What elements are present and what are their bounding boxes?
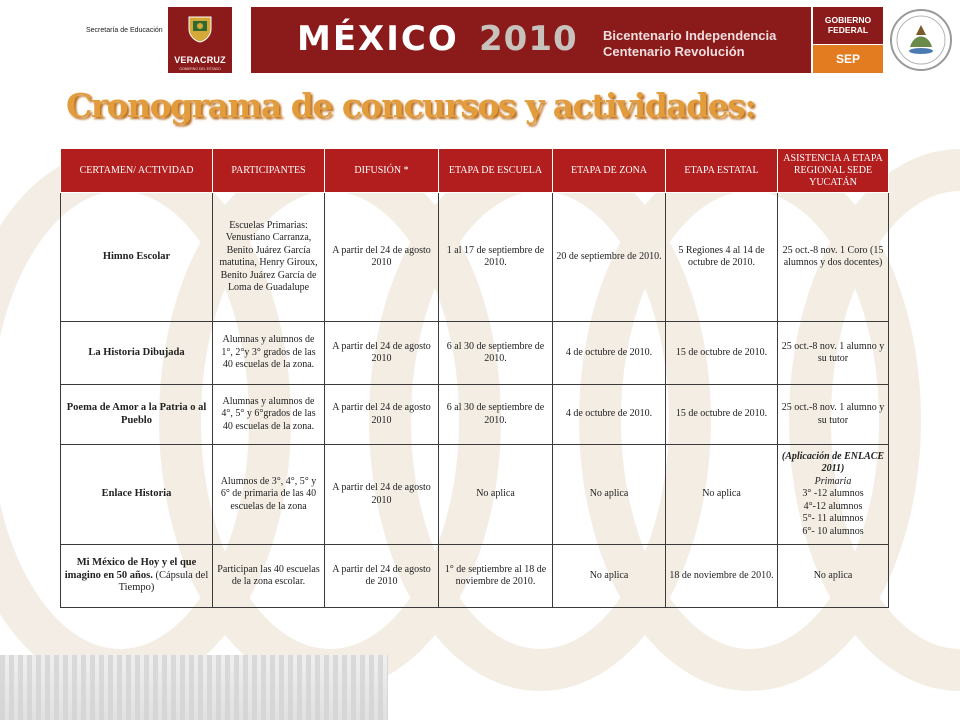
zona-cell: No aplica — [553, 445, 666, 545]
schedule-table — [60, 148, 889, 608]
zona-cell: 20 de septiembre de 2010. — [553, 193, 666, 322]
regional-cell — [778, 445, 889, 545]
escuela-cell: No aplica — [439, 445, 553, 545]
header-difusion: DIFUSIÓN * — [325, 149, 439, 193]
regional-enlace-title: (Aplicación de ENLACE 2011) — [781, 450, 885, 475]
veracruz-shield-icon — [187, 15, 213, 43]
regional-enlace-item: 4°-12 alumnos — [803, 500, 863, 512]
table-row — [61, 545, 889, 608]
gobierno-line2: FEDERAL — [827, 25, 869, 35]
estatal-cell: No aplica — [666, 445, 778, 545]
certamen-cell: Poema de Amor a la Patria o al Pueblo — [61, 385, 213, 445]
difusion-cell: A partir del 24 de agosto 2010 — [325, 322, 439, 385]
banner-year: 2010 — [479, 19, 578, 59]
zona-cell: No aplica — [553, 545, 666, 608]
veracruz-logo — [168, 7, 232, 73]
veracruz-sub: GOBIERNO DEL ESTADO — [179, 67, 221, 71]
estatal-cell: 15 de octubre de 2010. — [666, 385, 778, 445]
header-etapa-regional: ASISTENCIA A ETAPA REGIONAL SEDE YUCATÁN — [778, 149, 889, 193]
estatal-cell: 5 Regiones 4 al 14 de octubre de 2010. — [666, 193, 778, 322]
certamen-cell: Enlace Historia — [61, 445, 213, 545]
table-row — [61, 385, 889, 445]
gobierno-federal-logo — [813, 7, 883, 44]
escuela-cell: 1 al 17 de septiembre de 2010. — [439, 193, 553, 322]
difusion-cell: A partir del 24 de agosto 2010 — [325, 445, 439, 545]
header-participantes: PARTICIPANTES — [213, 149, 325, 193]
participantes-cell: Alumnas y alumnos de 4°, 5° y 6°grados de las 40 escuelas de la zona. — [213, 385, 325, 445]
certamen-cell: La Historia Dibujada — [61, 322, 213, 385]
regional-enlace-level: Primaria — [814, 475, 852, 487]
banner-line2: Centenario Revolución — [603, 44, 745, 59]
zona-cell: 4 de octubre de 2010. — [553, 385, 666, 445]
header-etapa-estatal: ETAPA ESTATAL — [666, 149, 778, 193]
participantes-cell: Alumnas y alumnos de 1°, 2°y 3° grados de las 40 escuelas de la zona. — [213, 322, 325, 385]
header-etapa-escuela: ETAPA DE ESCUELA — [439, 149, 553, 193]
banner-subtitle — [603, 28, 776, 60]
table-header-row — [61, 149, 889, 193]
certamen-normal: (Cápsula del Tiempo) — [118, 569, 209, 594]
regional-enlace-item: 6°- 10 alumnos — [802, 525, 864, 537]
page-title: Cronograma de concursos y actividades: — [66, 86, 755, 125]
mexico-2010-banner — [251, 7, 811, 73]
table-row — [61, 445, 889, 545]
difusion-cell: A partir del 24 de agosto de 2010 — [325, 545, 439, 608]
certamen-cell — [61, 545, 213, 608]
sep-logo: SEP — [813, 45, 883, 73]
participantes-cell: Alumnos de 3°, 4°, 5° y 6° de primaria de las 40 escuelas de la zona — [213, 445, 325, 545]
banner-mexico: MÉXICO — [297, 19, 459, 59]
regional-cell: 25 oct.-8 nov. 1 Coro (15 alumnos y dos docentes) — [778, 193, 889, 322]
escuela-cell: 6 al 30 de septiembre de 2010. — [439, 385, 553, 445]
difusion-cell: A partir del 24 de agosto 2010 — [325, 385, 439, 445]
header-certamen: CERTAMEN/ ACTIVIDAD — [61, 149, 213, 193]
participantes-cell: Escuelas Primarias: Venustiano Carranza, Benito Juárez García matutina, Henry Giroux, Benito Juárez García de Loma de Guadalupe — [213, 193, 325, 322]
difusion-cell: A partir del 24 de agosto 2010 — [325, 193, 439, 322]
regional-cell: 25 oct.-8 nov. 1 alumno y su tutor — [778, 385, 889, 445]
estatal-cell: 18 de noviembre de 2010. — [666, 545, 778, 608]
regional-enlace-item: 5°- 11 alumnos — [802, 513, 864, 525]
participantes-cell: Participan las 40 escuelas de la zona escolar. — [213, 545, 325, 608]
table-row — [61, 193, 889, 322]
certamen-cell: Himno Escolar — [61, 193, 213, 322]
bottom-decorative-strip — [0, 655, 388, 720]
regional-cell: 25 oct.-8 nov. 1 alumno y su tutor — [778, 322, 889, 385]
header-etapa-zona: ETAPA DE ZONA — [553, 149, 666, 193]
secretaria-label: Secretaría de Educación — [86, 27, 163, 34]
regional-enlace-item: 3° -12 alumnos — [802, 488, 864, 500]
certamen-bold: Mi México de Hoy y el que imagino en 50 años. — [64, 557, 197, 581]
regional-cell: No aplica — [778, 545, 889, 608]
estatal-cell: 15 de octubre de 2010. — [666, 322, 778, 385]
escuela-cell: 1° de septiembre al 18 de noviembre de 2010. — [439, 545, 553, 608]
zona-cell: 4 de octubre de 2010. — [553, 322, 666, 385]
banner-line1: Bicentenario Independencia — [603, 28, 777, 43]
table-row — [61, 322, 889, 385]
gobierno-line1: GOBIERNO — [824, 15, 872, 25]
veracruz-name: VERACRUZ — [174, 55, 226, 65]
national-seal-icon — [888, 7, 954, 73]
escuela-cell: 6 al 30 de septiembre de 2010. — [439, 322, 553, 385]
